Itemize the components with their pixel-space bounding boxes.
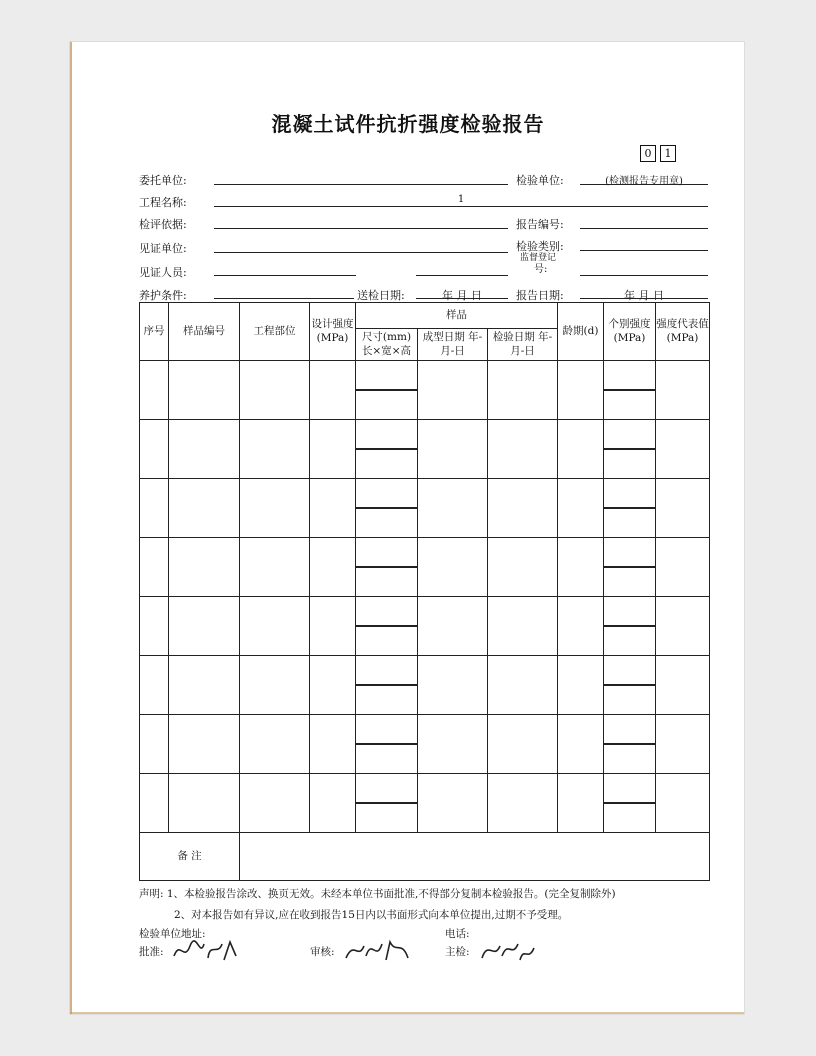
- project-value: 1: [457, 194, 465, 205]
- supervision-label-b: 号:: [534, 264, 548, 275]
- supervision-line: [580, 275, 708, 276]
- witness-unit-label: 见证单位:: [139, 242, 187, 255]
- send-date-value: 年 月 日: [442, 289, 482, 302]
- check-label: 主检:: [445, 946, 470, 958]
- header-sample-no: 样品编号: [169, 303, 240, 361]
- report-title: 混凝土试件抗折强度检验报告: [271, 112, 545, 136]
- witness-person-label: 见证人员:: [139, 266, 187, 279]
- table-row: [140, 656, 710, 715]
- send-date-line: [416, 298, 508, 299]
- report-date-value: 年 月 日: [624, 289, 664, 302]
- phone-label: 电话:: [445, 928, 470, 940]
- header-representative-strength: 强度代表值(MPa): [656, 303, 710, 361]
- report-date-label: 报告日期:: [516, 289, 564, 302]
- table-row: [140, 361, 710, 420]
- header-size: 尺寸(mm) 长×宽×高: [356, 329, 418, 361]
- header-seq: 序号: [140, 303, 169, 361]
- table-row: [140, 420, 710, 479]
- header-age: 龄期(d): [558, 303, 604, 361]
- review-signature: [342, 936, 412, 966]
- header-cast-date: 成型日期 年-月-日: [418, 329, 488, 361]
- table-row: [140, 538, 710, 597]
- paper-edge-left: [70, 42, 72, 1014]
- curing-label: 养护条件:: [139, 289, 187, 302]
- send-date-label: 送检日期:: [357, 289, 405, 302]
- statement-1: 声明: 1、本检验报告涂改、换页无效。未经本单位书面批准,不得部分复制本检验报告。(完全复制除外): [139, 888, 616, 900]
- witness-id-line: [416, 275, 508, 276]
- lab-stamp-text: (检测报告专用章): [605, 176, 683, 187]
- basis-line: [214, 228, 508, 229]
- inspection-type-label: 检验类别:: [516, 240, 564, 253]
- header-sample: 样品: [356, 303, 558, 329]
- project-line: [214, 206, 708, 207]
- table-row: [140, 479, 710, 538]
- header-design-strength: 设计强度(MPa): [310, 303, 356, 361]
- lab-line: [580, 184, 708, 185]
- paper-edge-bottom: [70, 1012, 744, 1014]
- header-part: 工程部位: [240, 303, 310, 361]
- code-box-2: 1: [660, 145, 676, 162]
- basis-label: 检评依据:: [139, 218, 187, 231]
- review-label: 审核:: [310, 946, 335, 958]
- witness-unit-line: [214, 252, 508, 253]
- remark-label: 备 注: [140, 833, 240, 881]
- lab-address-label: 检验单位地址:: [139, 928, 206, 940]
- header-individual-strength: 个别强度(MPa): [604, 303, 656, 361]
- supervision-label-a: 监督登记: [520, 253, 557, 263]
- code-box-1: 0: [640, 145, 656, 162]
- header-test-date: 检验日期 年-月-日: [488, 329, 558, 361]
- lab-label: 检验单位:: [516, 174, 564, 187]
- witness-person-line: [214, 275, 356, 276]
- report-date-line: [580, 298, 708, 299]
- table-row: [140, 715, 710, 774]
- check-signature: [478, 934, 538, 966]
- table-row: [140, 774, 710, 833]
- client-line: [214, 184, 508, 185]
- table-row: [140, 597, 710, 656]
- remark-cell: [240, 833, 710, 881]
- report-no-line: [580, 228, 708, 229]
- inspection-type-line: [580, 250, 708, 251]
- curing-line: [214, 298, 354, 299]
- project-label: 工程名称:: [139, 196, 187, 209]
- statement-2: 2、对本报告如有异议,应在收到报告15日内以书面形式向本单位提出,过期不予受理。: [174, 909, 569, 921]
- approve-label: 批准:: [139, 946, 164, 958]
- approve-signature: [170, 936, 240, 966]
- report-no-label: 报告编号:: [516, 218, 564, 231]
- client-label: 委托单位:: [139, 174, 187, 187]
- results-table: [139, 302, 710, 881]
